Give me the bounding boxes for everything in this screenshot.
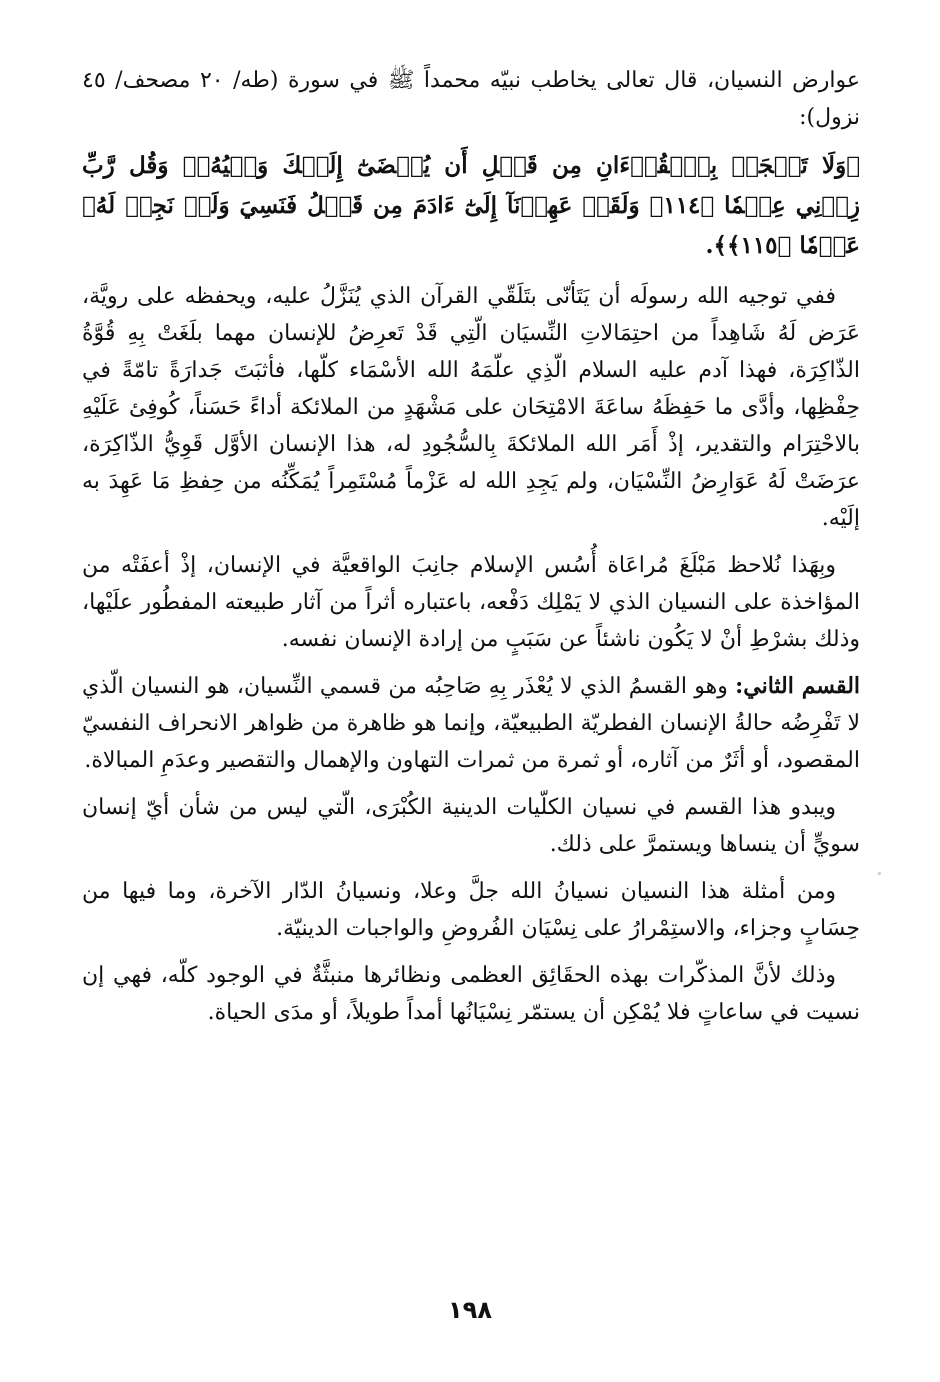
paragraph-examples: ومن أمثلة هذا النسيان نسيانُ الله جلَّ وعلا، ونسيانُ الدّار الآخرة، وما فيها من حِسَابٍ وجزاء، والاستِمْرارُ على نِسْيَان الفُروضِ والواجبات الدينيّة. [82,879,860,941]
margin-dot [878,872,881,875]
paragraph-major-universals: ويبدو هذا القسم في نسيان الكلّيات الدينية الكُبْرَى، الّتي ليس من شأن أيّ إنسان سويٍّ أن ينساها ويستمرَّ على ذلك. [82,795,860,857]
paragraph-realism: وبِهَذا نُلاحظ مَبْلَغَ مُراعَاة أُسُس الإسلام جانِبَ الواقعيَّة في الإنسان، إذْ أعفَتْه من المؤاخذة على النسيان الذي لا يَمْلِك دَفْعه، باعتباره أثراً من آثار طبيعته المفطُور علَيْها، وذلك بشرْطِ أنْ لا يَكُون ناشئاً عن سَبَبٍ من إرادة الإنسان نفسه. [82,553,860,652]
section-heading: القسم الثاني: [735,673,861,699]
page-body [82,62,860,1282]
paragraph-adam-forgetting: ففي توجيه الله رسولَه أن يَتَأنّى بتَلَقّي القرآن الذي يُنَزَّلُ عليه، ويحفظه على رويَّة، عَرَض لَهُ شَاهِداً من احتِمَالاتِ النِّسيَان الّتِي قَدْ تَعرِضُ للإنسان مهما بلَغَتْ بِهِ قُوَّةُ الذّاكِرَة، فهذا آدم عليه السلام الّذِي علّمَهُ الله الأسْمَاء كلّها، فأثبَتَ جَدارَةً تامّةً في حِفْظِها، وأدَّى ما حَفِظَهُ ساعَةَ الامْتِحَان على مَشْهَدٍ من الملائكة أداءً حَسَناً، كُوفِئ عَلَيْهِ بالاحْتِرَام والتقدير، إذْ أَمَر الله الملائكةَ بِالسُّجُودِ له، هذا الإنسان الأوَّل قَوِيُّ الذّاكِرَة، عرَضَتْ لَهُ عَوَارِضُ النِّسْيَان، ولم يَجِدِ الله له عَزْماً مُسْتَمِراً يُمَكِّنُه من حِفظِ مَا عَهِدَ به إلَيْه. [82,284,860,531]
paragraph-reminders: وذلك لأنَّ المذكّرات بهذه الحقَائِق العظمى ونظائرها منبثَّةٌ في الوجود كلّه، فهي إن نسيت في ساعاتٍ فلا يُمْكِن أن يستمّر نِسْيَانُها أمداً طويلاً، أو مدَى الحياة. [82,963,860,1025]
quran-verse: ﴿وَلَا تَعۡجَلۡ بِٱلۡقُرۡءَانِ مِن قَبۡلِ أَن يُقۡضَىٰٓ إِلَيۡكَ وَحۡيُهُۥۖ وَقُل رَّبِّ زِدۡنِي عِلۡمٗا ﴿١١٤﴾ وَلَقَدۡ عَهِدۡنَآ إِلَىٰٓ ءَادَمَ مِن قَبۡلُ فَنَسِيَ وَلَمۡ نَجِدۡ لَهُۥ عَزۡمٗا ﴿١١٥﴾﴾. [82,152,861,259]
paragraph-intro: عوارض النسيان، قال تعالى يخاطب نبيّه محمداً ﷺ في سورة (طه/ ٢٠ مصحف/ ٤٥ نزول): [82,68,860,130]
page-number: ١٩٨ [448,1296,492,1324]
section-text: وهو القسمُ الذي لا يُعْذَر بِهِ صَاحِبُه من قسمي النِّسيان، هو النسيان الّذي لا تَفْرِضُه حالةُ الإنسان الفطريّة الطبيعيّة، وإنما هو ظاهرة من ظواهر الانحراف النفسيّ المقصود، أو أثَرٌ من آثاره، أو ثمرة من ثمرات التهاون والإهمال والتقصير وعدَمِ المبالاة. [82,674,860,773]
paragraph-second-section [82,668,860,779]
